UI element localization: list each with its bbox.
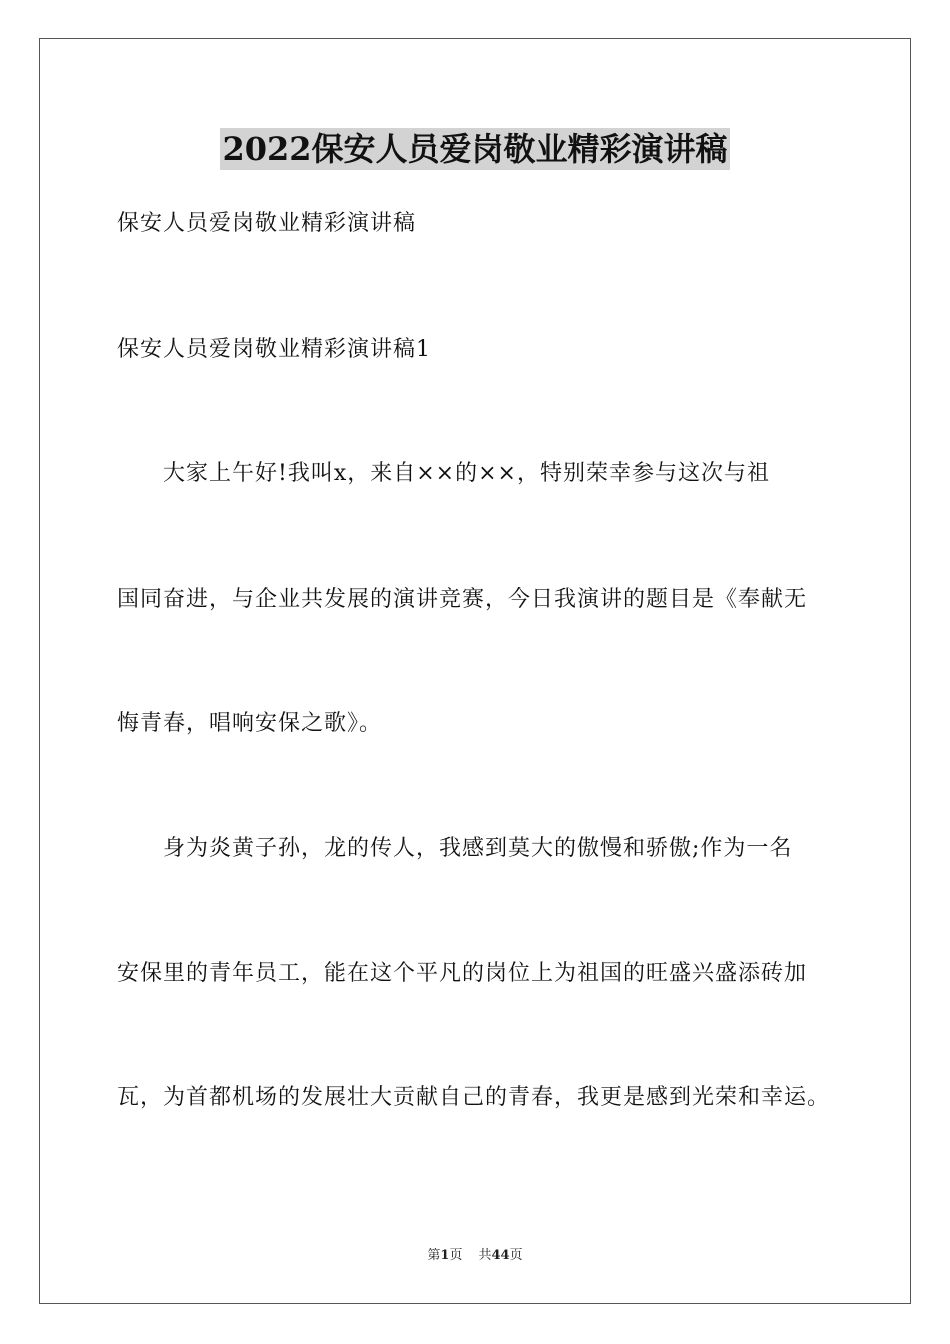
- paragraph-2-line-2: 安保里的青年员工，能在这个平凡的岗位上为祖国的旺盛兴盛添砖加: [117, 961, 808, 986]
- footer-total-pages: 44: [491, 1248, 510, 1263]
- document-title-text: 2022保安人员爱岗敬业精彩演讲稿: [222, 130, 728, 168]
- paragraph-1-line-1: 大家上午好!我叫x，来自××的××，特别荣幸参与这次与祖: [163, 461, 770, 486]
- paragraph-1-line-2: 国同奋进，与企业共发展的演讲竞赛，今日我演讲的题目是《奉献无: [117, 587, 808, 612]
- footer-page-number: 1: [440, 1248, 450, 1263]
- document-subtitle: 保安人员爱岗敬业精彩演讲稿: [117, 211, 417, 236]
- paragraph-2-line-3: 瓦，为首都机场的发展壮大贡献自己的青春，我更是感到光荣和幸运。: [117, 1085, 831, 1110]
- footer-total-suffix: 页: [509, 1248, 523, 1263]
- footer-page-prefix: 第: [427, 1248, 441, 1263]
- page-footer: [0, 1247, 950, 1265]
- paragraph-2-line-1: 身为炎黄子孙，龙的传人，我感到莫大的傲慢和骄傲;作为一名: [163, 836, 793, 861]
- footer-page-suffix: 页: [449, 1248, 463, 1263]
- section-heading: 保安人员爱岗敬业精彩演讲稿1: [117, 337, 431, 362]
- footer-total-prefix: 共: [478, 1248, 492, 1263]
- document-title: [0, 128, 950, 170]
- paragraph-1-line-3: 悔青春，唱响安保之歌》。: [117, 711, 383, 736]
